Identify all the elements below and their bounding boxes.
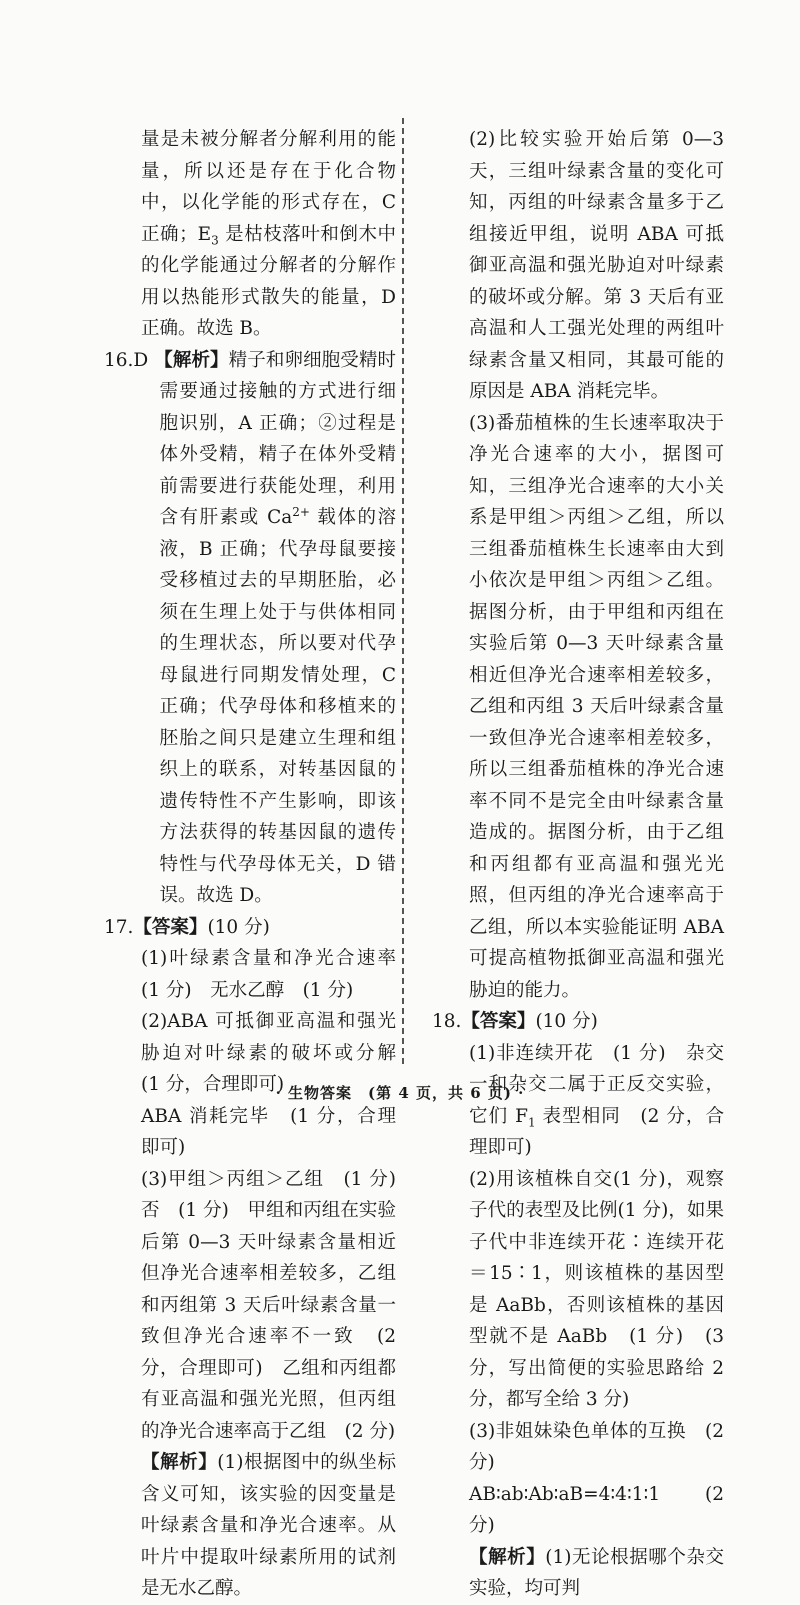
- analysis-tag: 【解析】: [469, 1546, 546, 1568]
- q18-analysis: 【解析】(1)无论根据哪个杂交实验，均可判: [469, 1546, 724, 1599]
- question-16-label: 16.D: [104, 349, 155, 371]
- question-17-score: (10 分): [207, 916, 270, 938]
- question-18-score: (10 分): [535, 1011, 598, 1032]
- q17-analysis-3: (3)番茄植株的生长速率取决于净光合速率的大小，据图可知，三组净光合速率的大小关系是甲组＞丙组＞乙组，所以三组番茄植株生长速率由大到小依次是甲组＞丙组＞乙组。据图分析，由于甲组和丙组在实验后第 0—3 天叶绿素含量相近但净光合速率相差较多，乙组和丙组 3 天后叶绿素含量一致但净光合速率相差较多，所以三组番茄植株的净光合速率不同不是完全由叶绿素含量造成的。据图分析，由于乙组和丙组都有亚高温和强光光照，但丙组的净光合速率高于乙组，所以本实验能证明 ABA 可提高植物抵御亚高温和强光胁迫的能力。: [469, 412, 724, 1001]
- question-17-label: 17.: [104, 916, 134, 938]
- q18-answer-ratio: AB∶ab∶Ab∶aB=4∶4∶1∶1 (2 分): [469, 1483, 724, 1536]
- answer-tag: 【答案】: [461, 1011, 536, 1032]
- q17-answer-2: (2)ABA 可抵御亚高温和强光胁迫对叶绿素的破坏或分解 (1 分，合理即可): [141, 1011, 415, 1095]
- q17-analysis-2: (2)比较实验开始后第 0—3 天，三组叶绿素含量的变化可知，丙组的叶绿素含量多于乙组接近甲组，说明 ABA 可抵御亚高温和强光胁迫对叶绿素的破坏或分解。第 3 天后有亚高温和人工强光处理的两组叶绿素含量又相同，其最可能的原因是 ABA 消耗完毕。: [469, 129, 724, 402]
- question-18-header: [432, 1006, 724, 1038]
- question-16: 16.D 【解析】精子和卵细胞受精时需要通过接触的方式进行细胞识别，A 正确；②过程是体外受精，精子在体外受精前需要进行获能处理，利用含有肝素或 $Ca^{2+}$ 载体的溶液，B 正确；代孕母鼠要接受移植过去的早期胚胎，必须在生理上处于与供体相同的生理状态，所以要对代孕母鼠进行同期发情处理，C 正确；代孕母体和移植来的胚胎之间只是建立生理和组织上的联系，对转基因鼠的遗传特性不产生影响，即该方法获得的转基因鼠的遗传特性与代孕母体无关，D 错误。故选 D。: [104, 349, 396, 906]
- analysis-tag: 【解析】: [154, 349, 229, 371]
- column-divider: [402, 118, 404, 1064]
- q17-answer-2b: ABA 消耗完毕 (1 分，合理即可): [141, 1105, 396, 1158]
- right-column: [432, 124, 724, 1605]
- q17-analysis: 【解析】(1)根据图中的纵坐标含义可知，该实验的因变量是叶绿素含量和净光合速率。从叶片中提取叶绿素所用的试剂是无水乙醇。: [141, 1452, 396, 1599]
- question-17-header: [104, 912, 396, 944]
- q18-answer-3: (3)非姐妹染色单体的互换 (2 分): [469, 1420, 724, 1473]
- analysis-tag: 【解析】: [141, 1452, 218, 1473]
- q18-answer-2: (2)用该植株自交(1 分)，观察子代的表型及比例(1 分)，如果子代中非连续开花∶连续开花＝15∶1，则该植株的基因型是 AaBb，否则该植株的基因型就不是 AaBb (1 分) (3 分，写出简便的实验思路给 2 分，都写全给 3 分): [469, 1168, 724, 1410]
- question-18-label: 18.: [432, 1011, 462, 1032]
- q17-answer-3: (3)甲组＞丙组＞乙组 (1 分) 否 (1 分) 甲组和丙组在实验后第 0—3 天叶绿素含量相近但净光合速率相差较多，乙组和丙组第 3 天后叶绿素含量一致但净光合速率不一致 (2 分，合理即可) 乙组和丙组都有亚高温和强光光照，但丙组的净光合速率高于乙组 (2 分): [141, 1168, 415, 1442]
- answer-tag: 【答案】: [133, 916, 208, 938]
- q18-answer-1: (1)非连续开花 (1 分) 杂交一和杂交二属于正反交实验，它们 $F_1$ 表型相同 (2 分，合理即可): [469, 1042, 724, 1158]
- page-footer: · 生物答案 (第 4 页，共 6 页) ·: [275, 1084, 525, 1102]
- q17-answer-1: (1)叶绿素含量和净光合速率 (1 分) 无水乙醇 (1 分): [141, 948, 415, 1001]
- paragraph-energy: 量是未被分解者分解利用的能量，所以还是存在于化合物中，以化学能的形式存在，C 正确；$E_3$ 是枯枝落叶和倒木中的化学能通过分解者的分解作用以热能形式散失的能量，D 正确。故选 B。: [141, 129, 396, 339]
